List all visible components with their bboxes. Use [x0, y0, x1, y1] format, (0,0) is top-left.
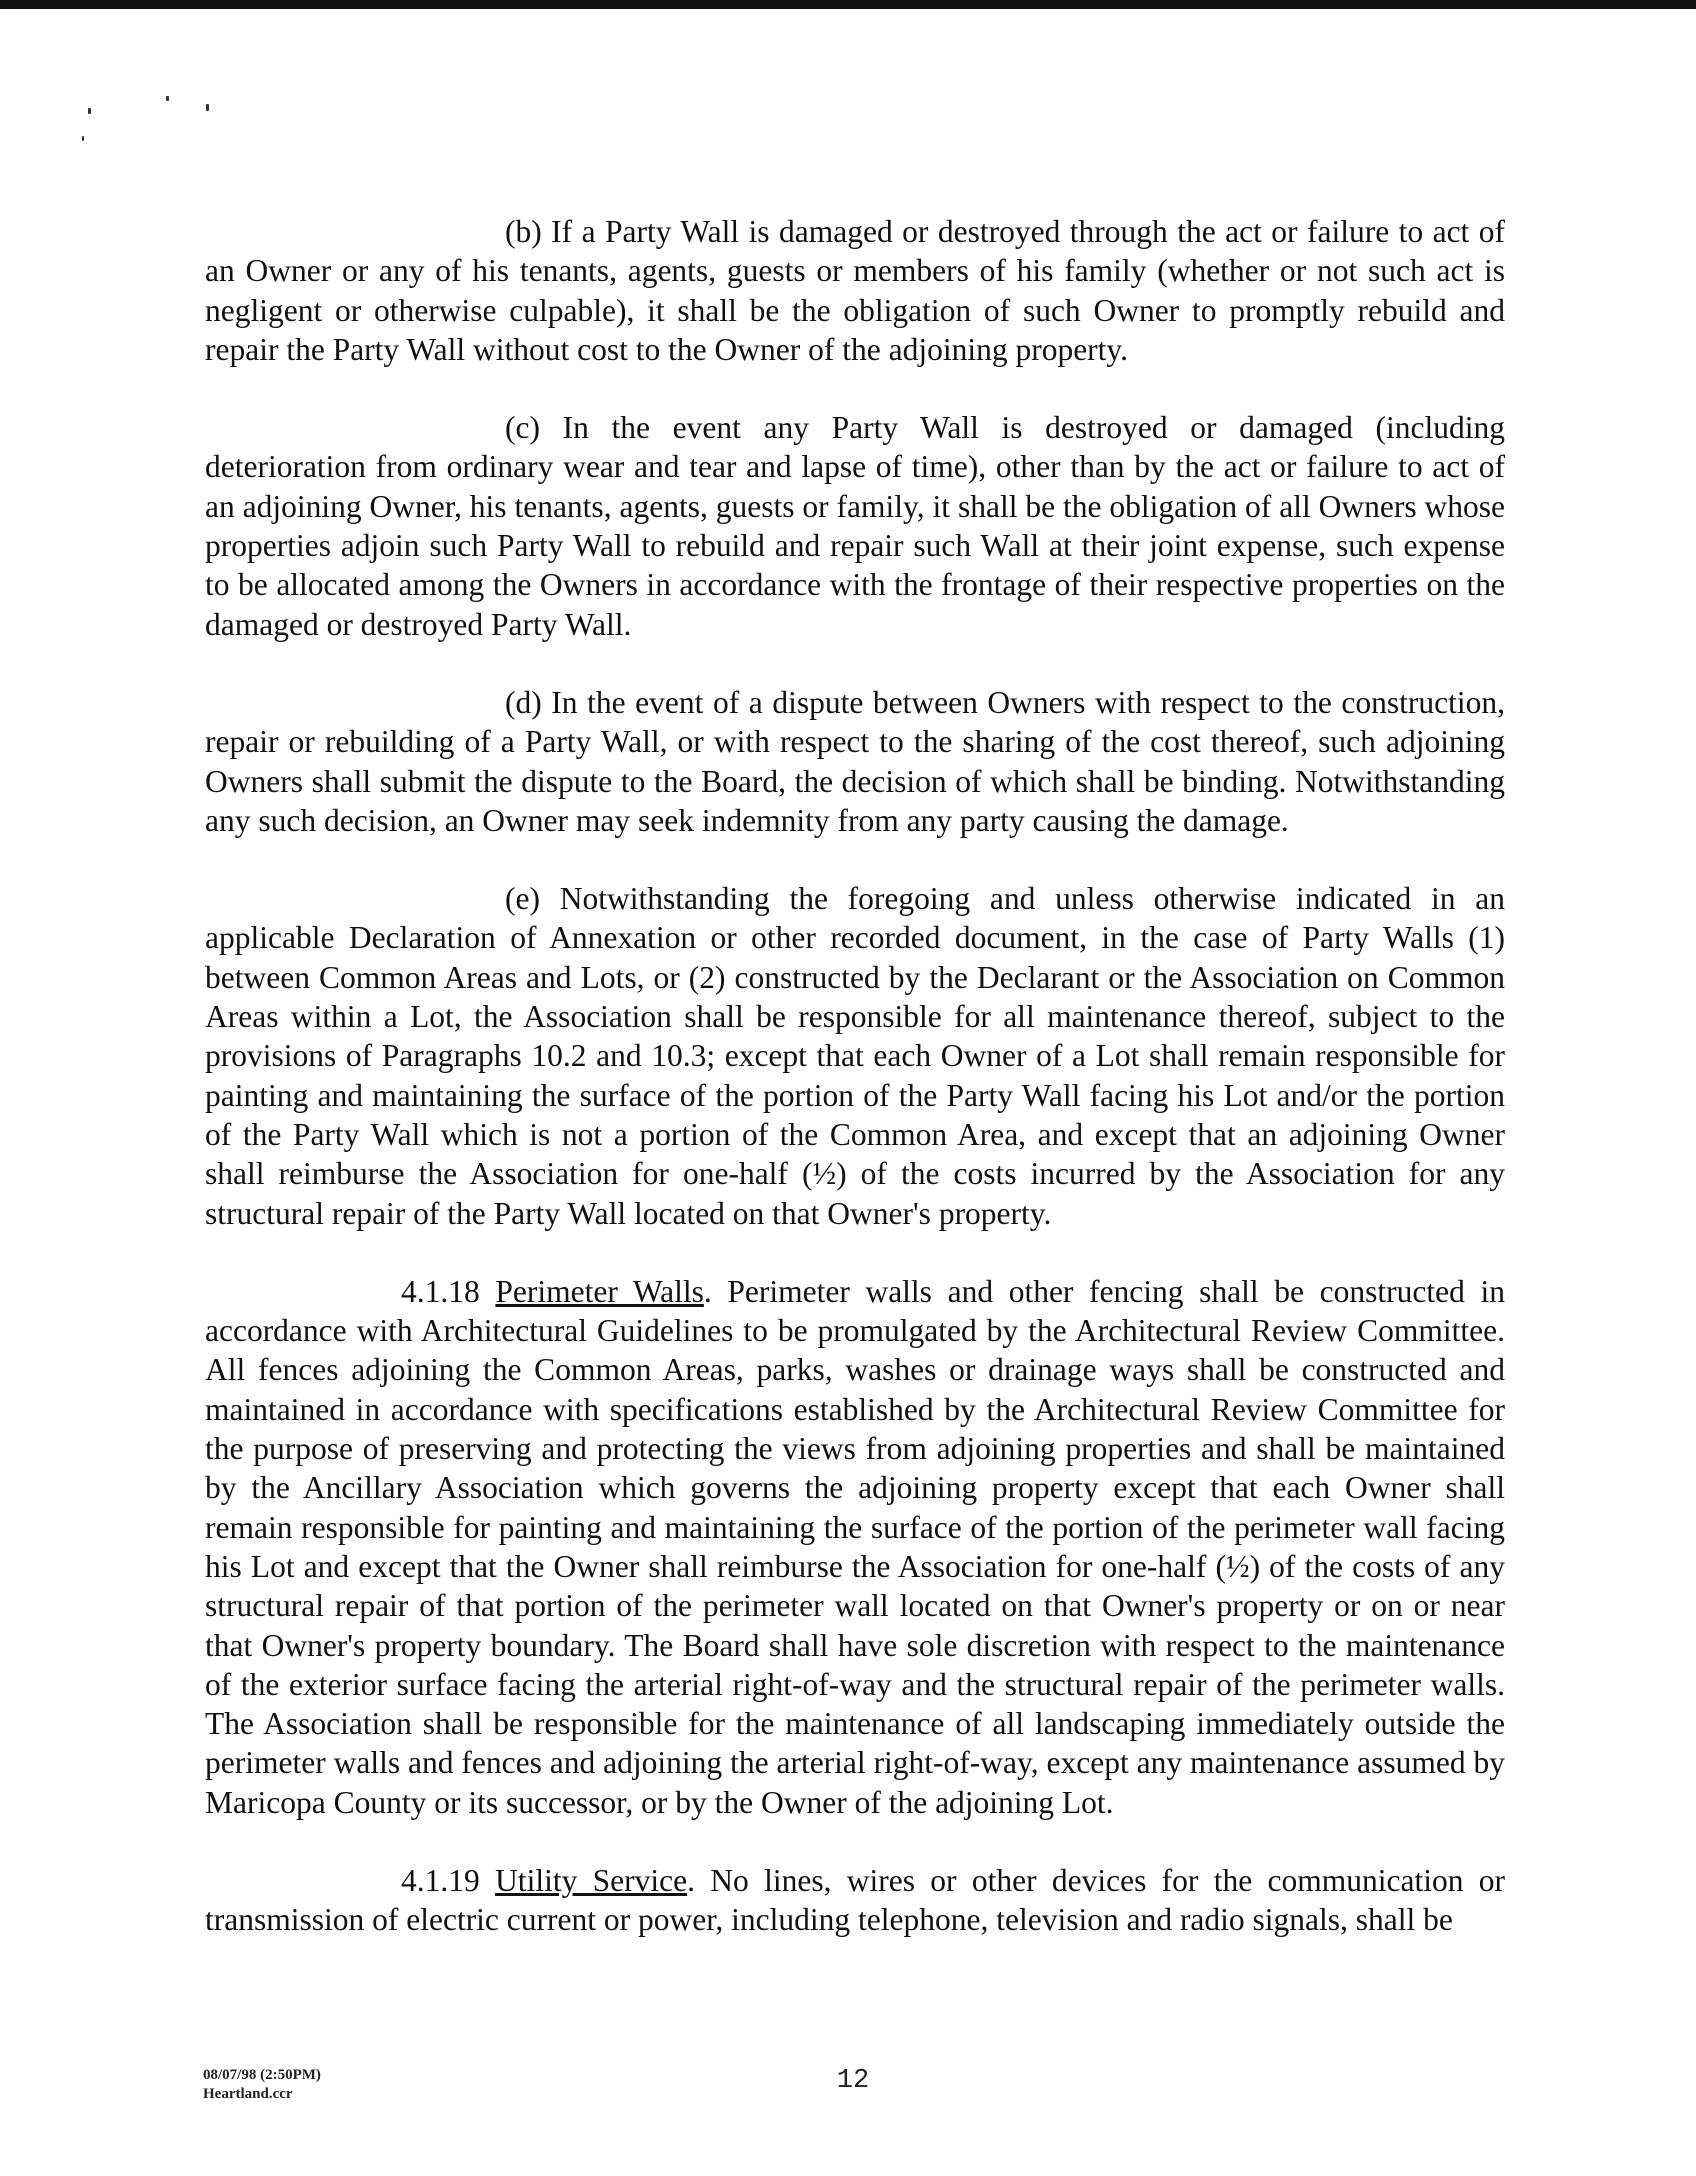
scan-speck: [88, 108, 91, 114]
paragraph-b: (b) If a Party Wall is damaged or destroyed through the act or failure to act of an Owner or any of his tenants, agents, guests or members of his family (whether or not such act is negligent or otherwise culpable), it shall be the obligation of such Owner to promptly rebuild and repair the Party Wall without cost to the Owner of the adjoining property.: [205, 214, 1505, 367]
section-number: 4.1.19: [401, 1862, 480, 1898]
paragraph-d: (d) In the event of a dispute between Owners with respect to the construction, repair or rebuilding of a Party Wall, or with respect to the sharing of the cost thereof, such adjoining Owners shall submit the dispute to the Board, the decision of which shall be binding. Notwithstanding any such decision, an Owner may seek indemnity from any party causing the damage.: [205, 684, 1505, 838]
section-text: . No lines, wires or other devices for the communication or transmission of electric current or power, including telephone, television and radio signals, shall be: [205, 1862, 1505, 1938]
section-text: . Perimeter walls and other fencing shall be constructed in accordance with Architectural Guidelines to be promulgated by the Architectural Review Committee. All fences adjoining the Common Areas, parks, washes or drainage ways shall be constructed and maintained in accordance with specifications established by the Architectural Review Committee for the purpose of preserving and protecting the views from adjoining properties and shall be maintained by the Ancillary Association which governs the adjoining property except that each Owner shall remain responsible for painting and maintaining the surface of the portion of the perimeter wall facing his Lot and except that the Owner shall reimburse the Association for one-half (½) of the costs of any structural repair of that portion of the perimeter wall located on that Owner's property or on or near that Owner's property boundary. The Board shall have sole discretion with respect to the maintenance of the exterior surface facing the arterial right-of-way and the structural repair of the perimeter walls. The Association shall be responsible for the maintenance of all landscaping immediately outside the perimeter walls and fences and adjoining the arterial right-of-way, except any maintenance assumed by Maricopa County or its successor, or by the Owner of the adjoining Lot.: [205, 1273, 1505, 1820]
page-number: 12: [836, 2066, 870, 2096]
footer-stamp: [203, 2066, 321, 2104]
section-perimeter-walls: [205, 1272, 1505, 1822]
footer-date: 08/07/98 (2:50PM): [203, 2067, 321, 2083]
paragraph-e: (e) Notwithstanding the foregoing and unless otherwise indicated in an applicable Declaration of Annexation or other recorded document, in the case of Party Walls (1) between Common Areas and Lots, or (2) constructed by the Declarant or the Association on Common Areas within a Lot, the Association shall be responsible for all maintenance thereof, subject to the provisions of Paragraphs 10.2 and 10.3; except that each Owner of a Lot shall remain responsible for painting and maintaining the surface of the portion of the Party Wall facing his Lot and/or the portion of the Party Wall which is not a portion of the Common Area, and except that an adjoining Owner shall reimburse the Association for one-half (½) of the costs incurred by the Association for any structural repair of the Party Wall located on that Owner's property.: [205, 881, 1505, 1231]
footer-filename: Heartland.ccr: [203, 2086, 293, 2102]
scan-top-edge: [0, 0, 1696, 9]
paragraph-c: (c) In the event any Party Wall is destroyed or damaged (including deterioration from ordinary wear and tear and lapse of time), other than by the act or failure to act of an adjoining Owner, his tenants, agents, guests or family, it shall be the obligation of all Owners whose properties adjoin such Party Wall to rebuild and repair such Wall at their joint expense, such expense to be allocated among the Owners in accordance with the frontage of their respective properties on the damaged or destroyed Party Wall.: [205, 410, 1505, 642]
scan-speck: [166, 96, 169, 101]
scan-speck: [82, 136, 84, 141]
document-body: [205, 212, 1505, 1940]
scan-specks: [82, 92, 222, 162]
section-utility-service: [205, 1861, 1505, 1940]
scan-speck: [206, 104, 209, 111]
section-heading: Utility Service: [495, 1862, 688, 1898]
section-number: 4.1.18: [401, 1273, 480, 1309]
section-heading: Perimeter Walls: [495, 1273, 704, 1309]
